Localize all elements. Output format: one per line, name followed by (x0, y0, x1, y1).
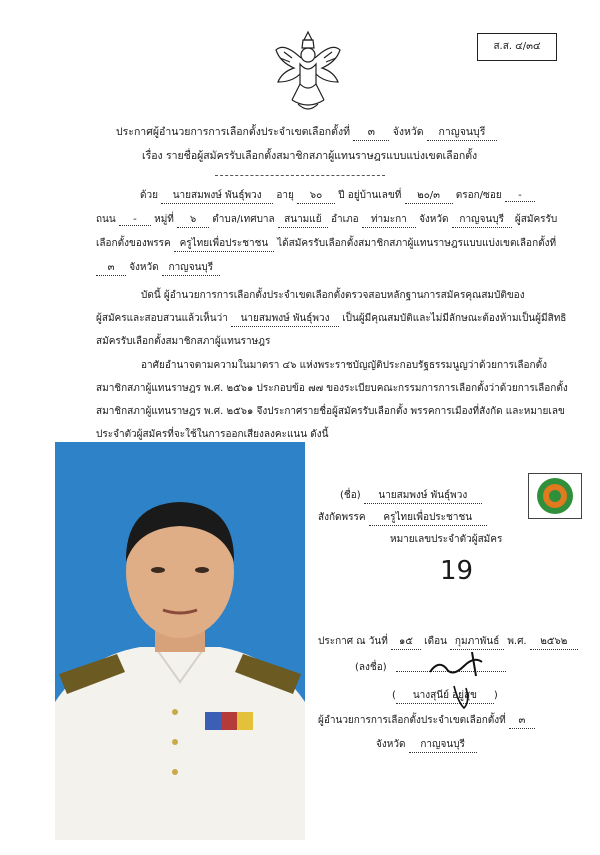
district-number: ๓ (353, 123, 389, 141)
announce-label: ประกาศ ณ วันที่ (318, 636, 388, 647)
province-label-2: จังหวัด (419, 214, 449, 225)
amphoe-label: อำเภอ (331, 214, 359, 225)
age-label: อายุ (276, 190, 294, 201)
candidate-portrait (55, 442, 305, 840)
district-field: ๓ (96, 260, 126, 276)
candidate-party-line (318, 510, 487, 526)
province-label: จังหวัด (392, 126, 424, 138)
announce-day: ๑๕ (391, 634, 421, 650)
road-field: - (119, 214, 151, 226)
position-province-label: จังหวัด (376, 739, 406, 750)
para3-line4: ประจำตัวผู้สมัครที่จะใช้ในการออกเสียงลงคะแนน ดังนี้ (96, 429, 329, 440)
year-label: พ.ศ. (507, 636, 527, 647)
party-emblem-icon (529, 474, 581, 518)
para2-line2 (96, 311, 566, 327)
para2-line1: บัดนี้ ผู้อำนวยการการเลือกตั้งประจำเขตเลือกตั้งตรวจสอบหลักฐานการสมัครคุณสมบัติของ (141, 290, 525, 301)
candidate-name-field: นายสมพงษ์ พันธุ์พวง (161, 188, 273, 204)
header-divider (215, 175, 385, 176)
month-label: เดือน (424, 636, 447, 647)
signer-name-line: ( นางสุนีย์ อยู่สุข ) (392, 688, 498, 704)
para2-line3: สมัครรับเลือกตั้งสมาชิกสภาผู้แทนราษฎร (96, 336, 271, 347)
party-suffix: ได้สมัครรับเลือกตั้งสมาชิกสภาผู้แทนราษฎรแบบแบ่งเขตเลือกตั้งที่ (277, 238, 557, 249)
para2-suffix: เป็นผู้มีคุณสมบัติและไม่มีลักษณะต้องห้ามเป็นผู้มีสิทธิ (342, 313, 567, 324)
party-label: สังกัดพรรค (318, 512, 366, 523)
position-province-line (376, 737, 477, 753)
form-code-box: ส.ส. ๔/๓๔ (477, 33, 557, 61)
announce-month: กุมภาพันธ์ (450, 634, 504, 650)
announcement-subject: เรื่อง รายชื่อผู้สมัครรับเลือกตั้งสมาชิกสภาผู้แทนราษฎรแบบแบ่งเขตเลือกตั้ง (142, 150, 478, 162)
name-label: (ชื่อ) (340, 490, 361, 501)
candidate-name: นายสมพงษ์ พันธุ์พวง (364, 488, 482, 504)
alley-label: ตรอก/ซอย (455, 190, 502, 201)
signer-name: นางสุนีย์ อยู่สุข (396, 688, 494, 704)
province-field-2: กาญจนบุรี (162, 260, 220, 276)
applicant-label: ผู้สมัครรับ (514, 214, 558, 225)
para1-line4 (96, 260, 220, 276)
amphoe-field: ท่ามะกา (362, 212, 416, 228)
position-province: กาญจนบุรี (409, 737, 477, 753)
position-district: ๓ (509, 713, 535, 729)
para1-line1 (140, 188, 535, 204)
para3-line2: สมาชิกสภาผู้แทนราษฎร พ.ศ. ๒๕๖๑ ประกอบข้อ ๗๗ ของระเบียบคณะกรรมการการเลือกตั้งว่าด้วยการเลือกตั้ง (96, 383, 568, 394)
position-label: ผู้อำนวยการการเลือกตั้งประจำเขตเลือกตั้งที่ (318, 715, 506, 726)
age-field: ๖๐ (297, 188, 335, 204)
tambon-field: สนามแย้ (278, 212, 328, 228)
garuda-emblem-icon (270, 28, 346, 114)
moo-label: หมู่ที่ (154, 214, 174, 225)
party-prefix: เลือกตั้งของพรรค (96, 238, 171, 249)
para3-line3: สมาชิกสภาผู้แทนราษฎร พ.ศ. ๒๕๖๑ จึงประกาศรายชื่อผู้สมัครรับเลือกตั้ง พรรคการเมืองที่สังกัด และหมายเลข (96, 406, 565, 417)
announcement-title (116, 123, 497, 141)
candidate-party: ครูไทยเพื่อประชาชน (369, 510, 487, 526)
tambon-label: ตำบล/เทศบาล (212, 214, 275, 225)
party-field: ครูไทยเพื่อประชาชน (174, 236, 274, 252)
title-prefix: ประกาศผู้อำนวยการการเลือกตั้งประจำเขตเลือกตั้งที่ (116, 126, 350, 138)
road-label: ถนน (96, 214, 116, 225)
para3-line1: อาศัยอำนาจตามความในมาตรา ๔๖ แห่งพระราชบัญญัติประกอบรัฐธรรมนูญว่าด้วยการเลือกตั้ง (141, 360, 547, 371)
province-label-3: จังหวัด (129, 262, 159, 273)
moo-field: ๖ (177, 212, 209, 228)
position-line (318, 713, 535, 729)
address-label: ปี อยู่บ้านเลขที่ (338, 190, 402, 201)
para2-prefix: ผู้สมัครและสอบสวนแล้วเห็นว่า (96, 313, 228, 324)
province-field: กาญจนบุรี (452, 212, 512, 228)
candidate-photo (55, 442, 305, 840)
candidate-number-label: หมายเลขประจำตัวผู้สมัคร (390, 534, 503, 545)
sign-label: (ลงชื่อ) (355, 662, 387, 673)
para2-name-field: นายสมพงษ์ พันธุ์พวง (231, 311, 339, 327)
house-number-field: ๒๐/๓ (405, 188, 453, 204)
para1-line3 (96, 236, 556, 252)
candidate-number: 19 (440, 556, 474, 586)
para1-line2 (96, 212, 557, 228)
by-label: ด้วย (140, 190, 158, 201)
province-value: กาญจนบุรี (427, 123, 497, 141)
announce-year: ๒๕๖๒ (530, 634, 578, 650)
party-logo (528, 473, 582, 519)
candidate-name-line (340, 488, 482, 504)
alley-field: - (505, 190, 535, 202)
